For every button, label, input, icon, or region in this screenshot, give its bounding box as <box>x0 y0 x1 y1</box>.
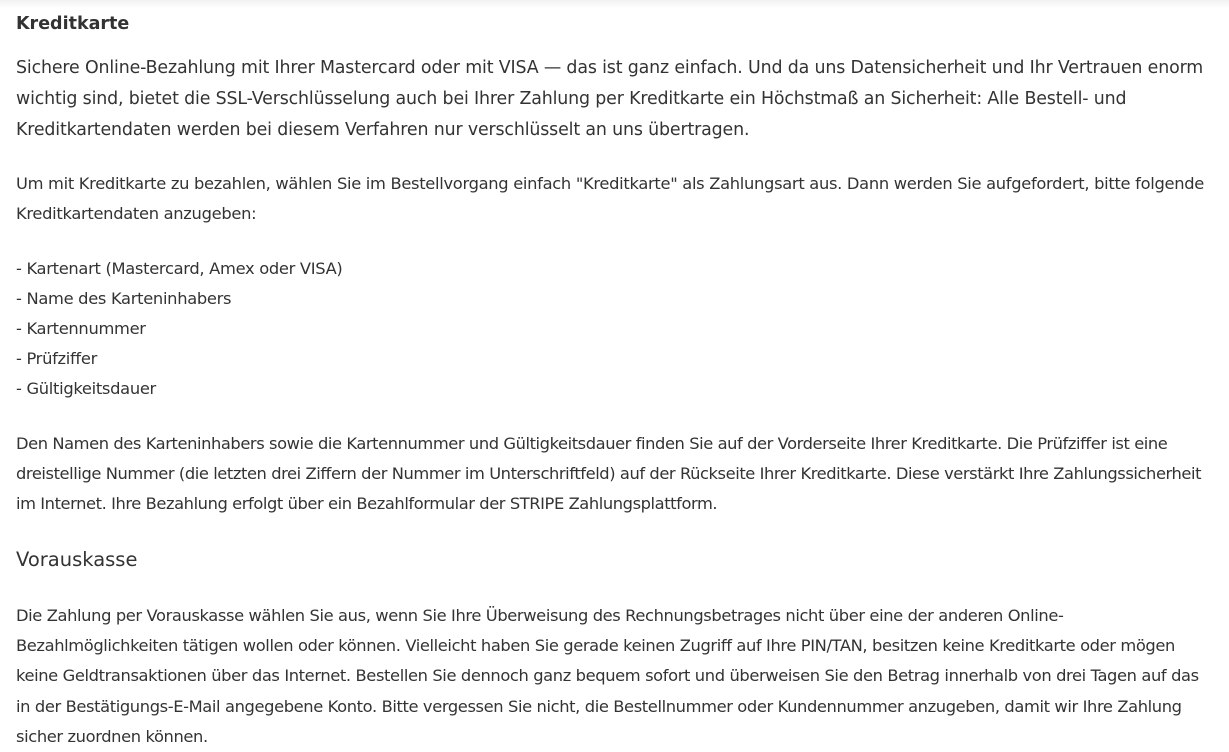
kreditkarte-instructions: Um mit Kreditkarte zu bezahlen, wählen Sie im Bestellvorgang einfach "Kreditkarte" als Zahlungsart aus. Dann werden Sie aufgefordert, bitte folgende Kreditkartendaten anzugeben: <box>16 174 1204 224</box>
list-item: - Gültigkeitsdauer <box>16 379 156 398</box>
vorauskasse-heading: Vorauskasse <box>16 548 138 571</box>
list-item: - Kartennummer <box>16 319 146 338</box>
vorauskasse-text: Die Zahlung per Vorauskasse wählen Sie aus, wenn Sie Ihre Überweisung des Rechnungsbetrages nicht über eine der anderen Online-Bezahlmöglichkeiten tätigen wollen oder können. Vielleicht haben Sie gerade keinen Zugriff auf Ihre PIN/TAN, besitzen keine Kreditkarte oder mögen keine Geldtransaktionen über das Internet. Bestellen Sie dennoch ganz bequem sofort und überweisen Sie den Betrag innerhalb von drei Tagen auf das in der Bestätigungs-E-Mail angegebene Konto. Bitte vergessen Sie nicht, die Bestellnummer oder Kundennummer anzugeben, damit wir Ihre Zahlung sicher zuordnen können. <box>16 606 1199 746</box>
kreditkarte-details: Den Namen des Karteninhabers sowie die Kartennummer und Gültigkeitsdauer finden Sie auf der Vorderseite Ihrer Kreditkarte. Die Prüfziffer ist eine dreistellige Nummer (die letzten drei Ziffern der Nummer im Unterschriftfeld) auf der Rückseite Ihrer Kreditkarte. Diese verstärkt Ihre Zahlungssicherheit im Internet. Ihre Bezahlung erfolgt über ein Bezahlformular der STRIPE Zahlungsplattform. <box>16 434 1202 514</box>
kreditkarte-intro: Sichere Online-Bezahlung mit Ihrer Mastercard oder mit VISA — das ist ganz einfach. Und da uns Datensicherheit und Ihr Vertrauen enorm wichtig sind, bietet die SSL-Verschlüsselung auch bei Ihrer Zahlung per Kreditkarte ein Höchstmaß an Sicherheit: Alle Bestell- und Kreditkartendaten werden bei diesem Verfahren nur verschlüsselt an uns übertragen. <box>16 58 1204 140</box>
kreditkarte-heading: Kreditkarte <box>16 14 130 34</box>
list-item: - Name des Karteninhabers <box>16 289 232 308</box>
list-item: - Prüfziffer <box>16 349 97 368</box>
top-shadow <box>0 0 1229 8</box>
list-item: - Kartenart (Mastercard, Amex oder VISA) <box>16 259 343 278</box>
kreditkarte-fields-list <box>16 254 342 404</box>
